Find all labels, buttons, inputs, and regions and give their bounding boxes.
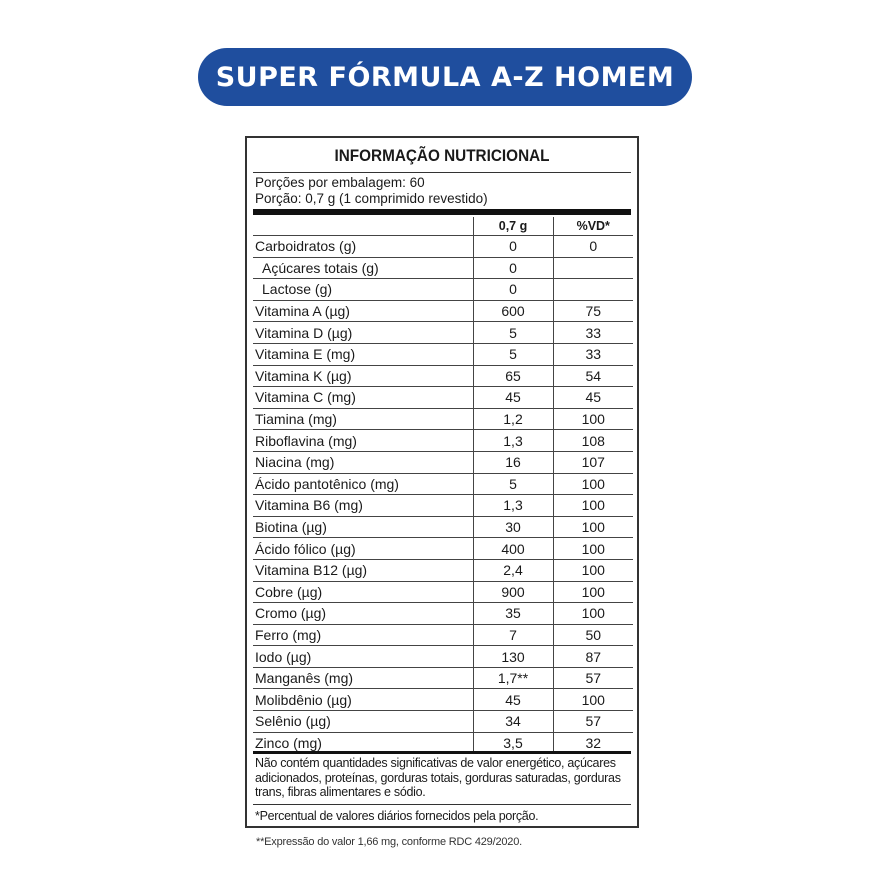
table-row [253,538,633,560]
nutrient-amount: 1,3 [473,495,553,517]
nutrient-amount: 400 [473,538,553,560]
nutrition-title: INFORMAÇÃO NUTRICIONAL [334,146,550,165]
nutrient-vd: 107 [553,451,633,473]
nutrient-name: Açúcares totais (g) [253,257,473,279]
nutrient-name: Vitamina K (µg) [253,365,473,387]
product-title-banner [198,48,692,106]
nutrient-name: Niacina (mg) [253,451,473,473]
nutrient-name: Cromo (µg) [253,603,473,625]
nutrient-name: Vitamina E (mg) [253,343,473,365]
table-row [253,408,633,430]
divider [253,804,631,805]
nutrient-vd: 100 [553,559,633,581]
nutrient-amount: 0 [473,236,553,258]
nutrient-vd: 100 [553,495,633,517]
nutrient-name: Carboidratos (g) [253,236,473,258]
nutrient-name: Riboflavina (mg) [253,430,473,452]
nutrient-amount: 30 [473,516,553,538]
nutrient-name: Selênio (µg) [253,711,473,733]
nutrient-name: Vitamina A (µg) [253,300,473,322]
table-row [253,516,633,538]
nutrient-name: Vitamina B12 (µg) [253,559,473,581]
nutrient-amount: 45 [473,689,553,711]
portion-size: Porção: 0,7 g (1 comprimido revestido) [255,191,488,206]
nutrient-name: Iodo (µg) [253,646,473,668]
nutrient-name: Lactose (g) [253,279,473,301]
nutrient-amount: 0 [473,257,553,279]
nutrient-amount: 1,3 [473,430,553,452]
nutrient-vd: 57 [553,711,633,733]
table-row [253,322,633,344]
nutrient-amount: 5 [473,343,553,365]
nutrient-vd: 33 [553,343,633,365]
nutrient-amount: 16 [473,451,553,473]
nutrient-vd: 100 [553,603,633,625]
table-row [253,689,633,711]
portions-per-package: Porções por embalagem: 60 [255,175,425,190]
nutrient-vd [553,279,633,301]
nutrient-vd: 87 [553,646,633,668]
table-row [253,581,633,603]
nutrient-amount: 900 [473,581,553,603]
table-row [253,646,633,668]
nutrient-amount: 3,5 [473,732,553,753]
nutrient-vd: 75 [553,300,633,322]
nutrient-vd: 45 [553,387,633,409]
nutrient-amount: 1,7** [473,667,553,689]
nutrient-name: Ácido fólico (µg) [253,538,473,560]
table-row [253,495,633,517]
nutrient-vd: 33 [553,322,633,344]
nutrient-name: Molibdênio (µg) [253,689,473,711]
nutrient-amount: 7 [473,624,553,646]
manganese-footnote: **Expressão do valor 1,66 mg, conforme RDC 429/2020. [256,836,522,848]
divider [253,172,631,173]
nutrient-name: Manganês (mg) [253,667,473,689]
nutrition-facts-panel [245,136,639,828]
nutrient-vd: 108 [553,430,633,452]
nutrient-name: Zinco (mg) [255,734,322,751]
nutrient-amount: 130 [473,646,553,668]
table-row [253,257,633,279]
nutrient-vd: 57 [553,667,633,689]
nutrition-table [253,217,633,753]
nutrient-vd: 100 [553,689,633,711]
table-row [253,667,633,689]
nutrient-amount: 1,2 [473,408,553,430]
table-row [253,430,633,452]
table-row [253,603,633,625]
nutrient-vd: 100 [553,538,633,560]
thick-divider [253,209,631,215]
nutrient-vd: 100 [553,408,633,430]
table-row [253,236,633,258]
nutrient-amount: 600 [473,300,553,322]
table-row [253,365,633,387]
nutrient-vd: 100 [553,473,633,495]
table-header-row [253,217,633,236]
nutrient-name: Cobre (µg) [253,581,473,603]
nutrient-vd: 54 [553,365,633,387]
header-vd: %VD* [553,217,633,236]
table-row [253,473,633,495]
table-row [253,451,633,473]
nutrient-vd: 100 [553,581,633,603]
nutrient-name: Vitamina C (mg) [253,387,473,409]
nutrient-name: Tiamina (mg) [253,408,473,430]
nutrient-amount: 5 [473,322,553,344]
table-row [253,624,633,646]
header-amount: 0,7 g [473,217,553,236]
insignificant-note: Não contém quantidades significativas de valor energético, açúcares adicionados, proteínas, gorduras totais, gorduras saturadas, gorduras trans, fibras alimentares e sódio. [255,756,621,799]
vd-note: *Percentual de valores diários fornecidos pela porção. [255,809,539,823]
nutrient-vd: 50 [553,624,633,646]
nutrient-amount: 34 [473,711,553,733]
table-row [253,279,633,301]
nutrient-amount: 0 [473,279,553,301]
table-row [253,387,633,409]
table-row [253,711,633,733]
product-title: SUPER FÓRMULA A-Z HOMEM [215,61,675,93]
header-blank [253,217,473,236]
nutrient-name: Vitamina B6 (mg) [253,495,473,517]
nutrient-name: Ácido pantotênico (mg) [253,473,473,495]
nutrient-vd: 0 [553,236,633,258]
nutrient-vd [553,257,633,279]
table-row [253,343,633,365]
nutrient-name: Biotina (µg) [253,516,473,538]
nutrient-amount: 65 [473,365,553,387]
thick-divider-bottom [253,751,631,754]
nutrient-vd: 32 [553,732,633,753]
nutrient-amount: 45 [473,387,553,409]
nutrient-vd: 100 [553,516,633,538]
nutrient-amount: 2,4 [473,559,553,581]
nutrient-name: Ferro (mg) [253,624,473,646]
nutrient-amount: 5 [473,473,553,495]
table-row [253,559,633,581]
table-row [253,300,633,322]
nutrient-amount: 35 [473,603,553,625]
nutrient-name: Vitamina D (µg) [253,322,473,344]
